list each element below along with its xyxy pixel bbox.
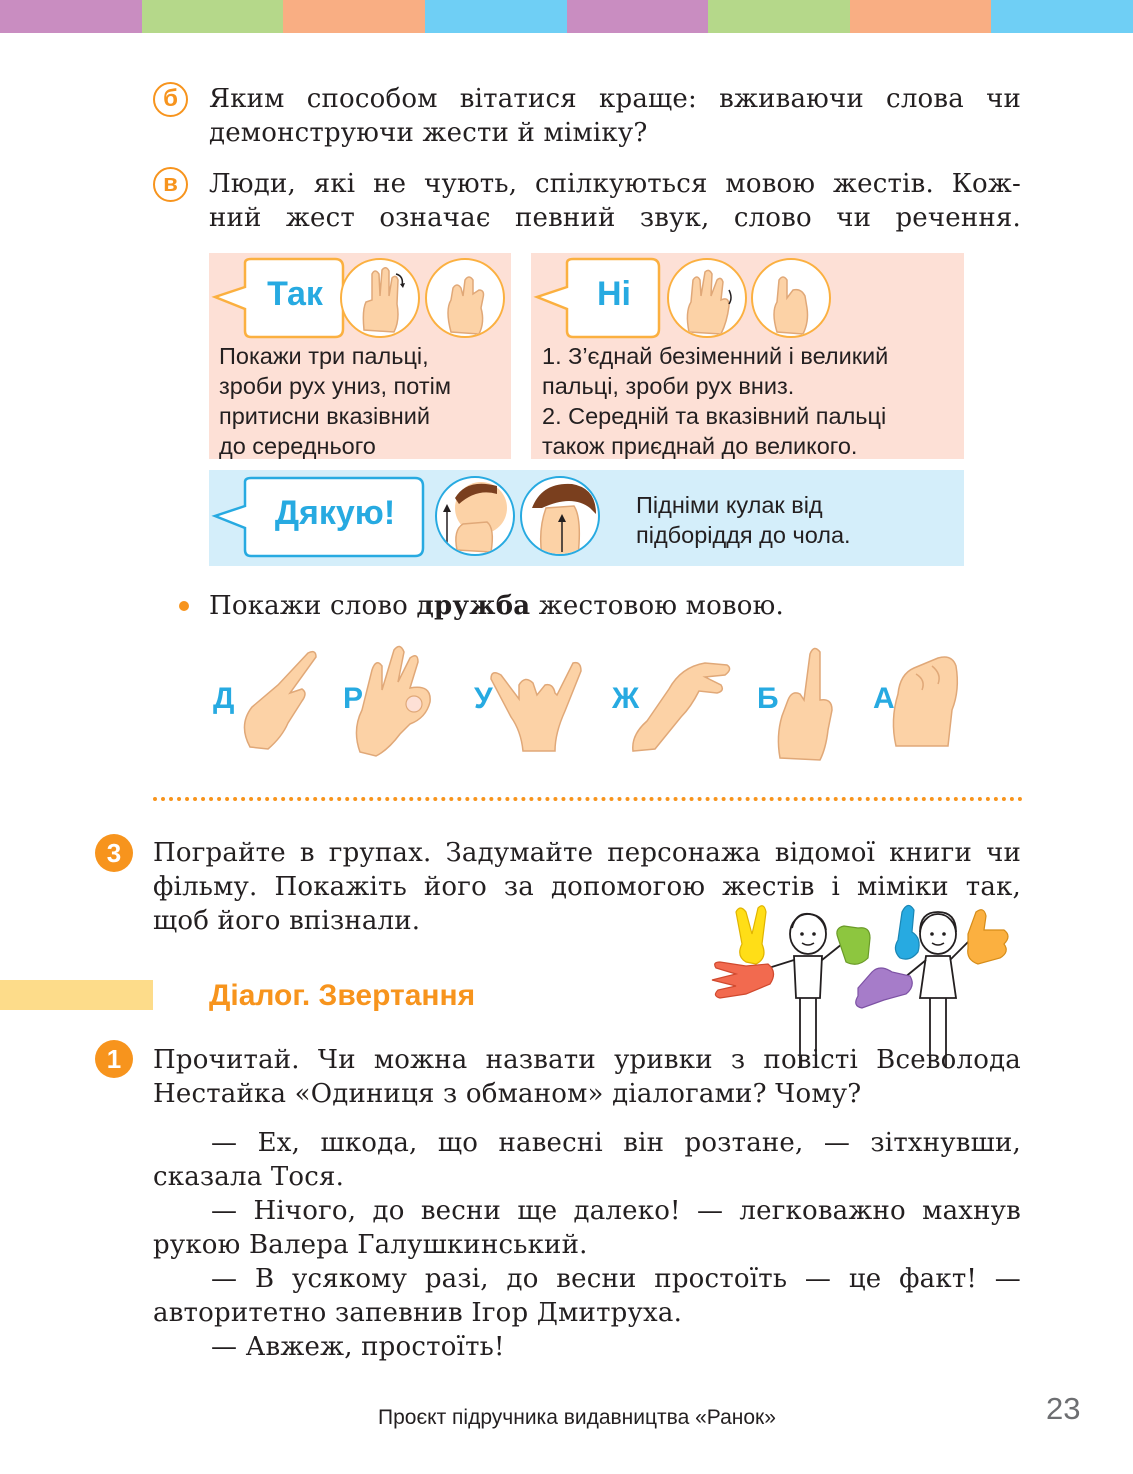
face-hand-chin-icon: [435, 476, 515, 556]
section-marker-bar: [0, 980, 153, 1010]
dialogue-block: [153, 1126, 1021, 1364]
top-bar-segment: [567, 0, 709, 33]
top-bar-segment: [425, 0, 567, 33]
hand-sign-no-1-icon: [667, 258, 747, 338]
alphabet-letter-d: Д: [213, 682, 235, 715]
sign-yes-instructions: [219, 341, 511, 461]
alphabet-letter-r: Р: [343, 682, 364, 715]
dialogue-2-line-1: — Нічого, до весни ще далеко! — легковажно махнув: [211, 1196, 1021, 1226]
sign-no-instructions: [542, 341, 962, 461]
bullet-task-bold-word: дружба: [416, 591, 531, 621]
top-bar-segment: [0, 0, 142, 33]
bullet-task-text: [209, 589, 1021, 623]
task-3-line-3: щоб його впізнали.: [153, 906, 421, 936]
alphabet-letter-a: А: [873, 682, 895, 715]
alphabet-letter-u: У: [474, 682, 493, 715]
task-1-text: [153, 1043, 1021, 1111]
dialogue-2-line-2: рукою Валера Галушкинський.: [153, 1230, 588, 1260]
footer-publisher-note: Проєкт підручника видавництва «Ранок»: [378, 1406, 776, 1429]
hand-letter-r-icon: [348, 640, 438, 760]
bullet-task-after: жестовою мовою.: [530, 591, 784, 621]
task-1-line-2: Нестайка «Одиниця з обманом» діалогами? Чому?: [153, 1079, 862, 1109]
sign-thanks-line-1: Підніми кулак від: [636, 492, 823, 518]
page-number: 23: [1046, 1391, 1081, 1426]
item-v-line-2: ний жест означає певний звук, слово чи речення.: [209, 203, 1021, 233]
task-3-line-2: фільму. Покажіть його за допомогою жестів і міміки так,: [153, 872, 1021, 902]
sign-yes-word: Так: [267, 275, 323, 313]
item-v-text: [209, 167, 1021, 235]
top-color-bar: [0, 0, 1133, 33]
task-3-line-1: Пограйте в групах. Задумайте персонажа відомої книги чи: [153, 838, 1021, 868]
alphabet-letter-zh: Ж: [612, 682, 640, 715]
item-b-badge: б: [153, 82, 188, 117]
sign-no-line-3: 2. Середній та вказівний пальці: [542, 403, 887, 429]
sign-thanks-panel: [209, 470, 964, 566]
hand-letter-d-icon: [232, 645, 322, 755]
task-1-line-1: Прочитай. Чи можна назвати уривки з повісті Всеволода: [153, 1045, 1021, 1075]
face-hand-forehead-icon: [520, 476, 600, 556]
top-bar-segment: [991, 0, 1133, 33]
bullet-marker: [179, 601, 189, 611]
item-b-text: [209, 82, 1021, 150]
sign-thanks-instructions: [636, 490, 956, 550]
top-bar-segment: [850, 0, 992, 33]
sign-no-line-1: 1. З’єднай безіменний і великий: [542, 343, 889, 369]
top-bar-segment: [142, 0, 284, 33]
task-3-badge: 3: [95, 834, 133, 872]
hand-letter-zh-icon: [625, 655, 735, 755]
sign-yes-panel: [209, 253, 511, 459]
alphabet-letter-b: Б: [757, 682, 779, 715]
sign-yes-line-4: до середнього: [219, 433, 376, 459]
dialogue-1-line-1: — Ех, шкода, що навесні він розтане, — зітхнувши,: [211, 1128, 1021, 1158]
sign-no-word: Ні: [597, 275, 631, 313]
hand-sign-no-2-icon: [751, 258, 831, 338]
item-v-badge: в: [153, 167, 188, 202]
sign-yes-line-2: зроби рух униз, потім: [219, 373, 451, 399]
hand-letter-b-icon: [770, 640, 840, 762]
sign-no-panel: [531, 253, 964, 459]
hand-sign-yes-1-icon: [340, 258, 420, 338]
sign-thanks-line-2: підборіддя до чола.: [636, 522, 851, 548]
top-bar-segment: [708, 0, 850, 33]
hand-letter-u-icon: [485, 655, 585, 755]
item-v-line-1: Люди, які не чують, спілкуються мовою жестів. Кож-: [209, 169, 1021, 199]
dotted-divider: [153, 797, 1023, 805]
dialogue-3-line-2: авторитетно запевнив Ігор Дмитруха.: [153, 1298, 683, 1328]
dialogue-4-line-1: — Авжеж, простоїть!: [211, 1332, 505, 1362]
item-b-line-1: Яким способом вітатися краще: вживаючи слова чи: [209, 84, 1021, 114]
sign-yes-line-3: притисни вказівний: [219, 403, 430, 429]
sign-no-line-4: також приєднай до великого.: [542, 433, 858, 459]
item-b-line-2: демонструючи жести й міміку?: [209, 118, 648, 148]
task-1-badge: 1: [95, 1040, 133, 1078]
top-bar-segment: [283, 0, 425, 33]
dialogue-1-line-2: сказала Тося.: [153, 1162, 345, 1192]
hand-sign-yes-2-icon: [425, 258, 505, 338]
dialogue-3-line-1: — В усякому разі, до весни простоїть — це факт! —: [211, 1264, 1021, 1294]
sign-thanks-word: Дякую!: [274, 494, 396, 532]
bullet-task-before: Покажи слово: [209, 591, 417, 621]
sign-yes-line-1: Покажи три пальці,: [219, 343, 429, 369]
section-title: Діалог. Звертання: [209, 979, 476, 1012]
hand-letter-a-icon: [886, 650, 966, 750]
sign-no-line-2: пальці, зроби рух вниз.: [542, 373, 795, 399]
